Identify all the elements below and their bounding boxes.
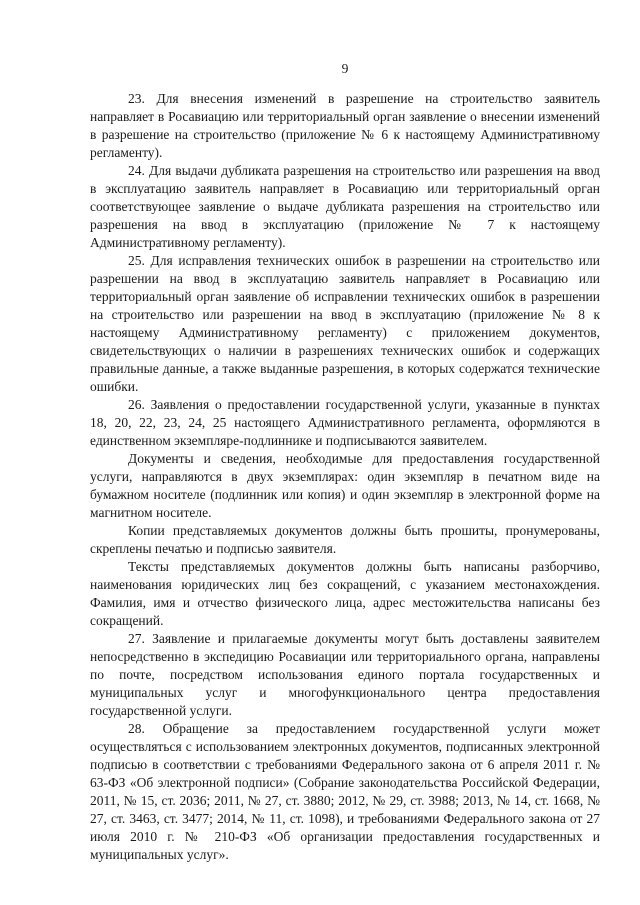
paragraph-23: 23. Для внесения изменений в разрешение на строительство заявитель направляет в Росавиацию или территориальный орган заявление о внесении изменений в разрешение на строительство (приложение № 6 к настоящему Административному регламенту). (90, 91, 600, 160)
paragraph-28: 28. Обращение за предоставлением государственной услуги может осуществляться с использованием электронных документов, подписанных электронной подписью в соответствии с требованиями Федерального закона от 6 апреля 2011 г. № 63-ФЗ «Об электронной подписи» (Собрание законодательства Российской Федерации, 2011, № 15, ст. 2036; 2011, № 27, ст. 3880; 2012, № 29, ст. 3988; 2013, № 14, ст. 1668, № 27, ст. 3463, ст. 3477; 2014, № 11, ст. 1098), и требованиями Федерального закона от 27 июля 2010 г. № 210-ФЗ «Об организации предоставления государственных и муниципальных услуг». (90, 721, 600, 862)
paragraph-26-documents: Документы и сведения, необходимые для предоставления государственной услуги, направляются в двух экземплярах: один экземпляр в печатном виде на бумажном носителе (подлинник или копия) и один экземпляр в электронной форме на магнитном носителе. (90, 451, 600, 520)
paragraph-25: 25. Для исправления технических ошибок в разрешении на строительство или разрешении на ввод в эксплуатацию заявитель направляет в Росавиацию или территориальный орган заявление об исправлении технических ошибок в разрешении на строительство или разрешении на ввод в эксплуатацию (приложение № 8 к настоящему Административному регламенту) с приложением документов, свидетельствующих о наличии в разрешениях технических ошибок и содержащих правильные данные, а также выданные разрешения, в которых содержатся технические ошибки. (90, 253, 600, 394)
page-number: 9 (341, 61, 349, 76)
paragraph-26-texts: Тексты представляемых документов должны быть написаны разборчиво, наименования юридических лиц без сокращений, с указанием местонахождения. Фамилия, имя и отчество физического лица, адрес местожительства написаны без сокращений. (90, 559, 600, 628)
paragraph-26: 26. Заявления о предоставлении государственной услуги, указанные в пунктах 18, 20, 22, 23, 24, 25 настоящего Административного регламента, оформляются в единственном экземпляре-подлиннике и подписываются заявителем. (90, 397, 600, 448)
paragraph-24: 24. Для выдачи дубликата разрешения на строительство или разрешения на ввод в эксплуатацию заявитель направляет в Росавиацию или территориальный орган соответствующее заявление о выдаче дубликата разрешения на строительство или разрешения на ввод в эксплуатацию (приложение № 7 к настоящему Административному регламенту). (90, 163, 600, 250)
paragraph-27: 27. Заявление и прилагаемые документы могут быть доставлены заявителем непосредственно в экспедицию Росавиации или территориального органа, направлены по почте, посредством использования единого портала государственных и муниципальных услуг и многофункционального центра предоставления государственной услуги. (90, 631, 600, 718)
paragraph-26-copies: Копии представляемых документов должны быть прошиты, пронумерованы, скреплены печатью и подписью заявителя. (90, 523, 600, 556)
